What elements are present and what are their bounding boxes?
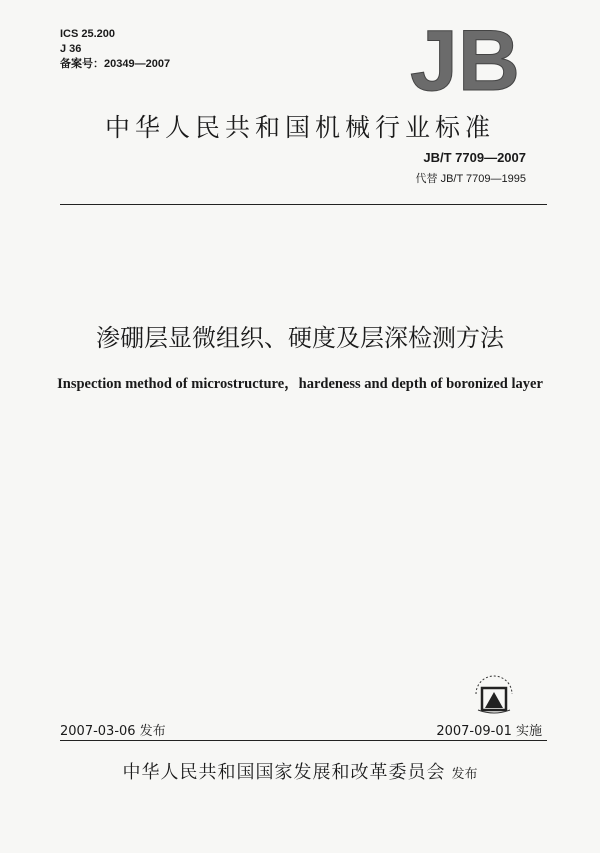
industry-standard-title: 中华人民共和国机械行业标准 — [104, 113, 495, 142]
replaces-standard: 代替 JB/T 7709—1995 — [415, 173, 526, 185]
ccs-code: J 36 — [60, 43, 82, 55]
publisher-tag: 发布 — [451, 767, 478, 782]
implementation-date: 2007-09-01 实施 — [436, 724, 542, 739]
publisher-name: 中华人民共和国国家发展和改革委员会 — [122, 762, 446, 783]
publisher-line — [0, 758, 600, 784]
document-title-english: Inspection method of microstructure，hardeness and depth of boronized layer — [57, 376, 543, 392]
document-title-chinese: 渗硼层显微组织、硬度及层深检测方法 — [96, 324, 504, 352]
issue-date: 2007-03-06 发布 — [60, 724, 166, 739]
ics-code: ICS 25.200 — [60, 28, 116, 40]
publisher-seal-icon — [466, 664, 522, 720]
record-number: 备案号：20349—2007 — [60, 58, 171, 70]
top-divider — [60, 204, 547, 205]
bottom-divider — [60, 740, 547, 741]
standard-number: JB/T 7709—2007 — [423, 150, 526, 165]
jb-logo-icon — [405, 20, 525, 100]
jb-logo-text: JB — [410, 20, 520, 100]
